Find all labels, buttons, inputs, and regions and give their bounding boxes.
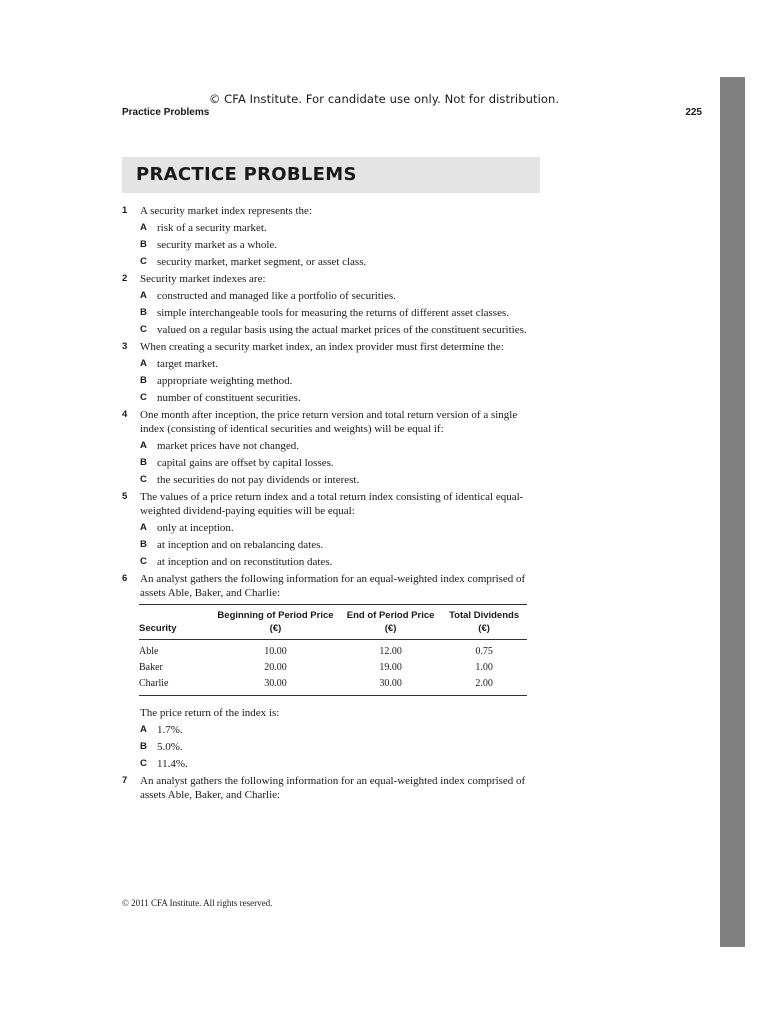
option-label: C: [140, 256, 147, 267]
option-text: constructed and managed like a portfolio of securities.: [157, 290, 396, 302]
answer-option: [140, 306, 536, 320]
question-stem: An analyst gathers the following information for an equal-weighted index comprised of assets Able, Baker, and Charlie:: [140, 573, 526, 599]
option-text: 5.0%.: [157, 741, 183, 753]
table-cell: Able: [139, 646, 159, 657]
answer-option: [140, 323, 536, 337]
option-label: C: [140, 392, 147, 403]
option-label: A: [140, 222, 147, 233]
side-tab-bar: [720, 77, 745, 947]
table-header-cell: End of Period Price (€): [340, 605, 441, 640]
question-stem: One month after inception, the price return version and total return version of a single index (consisting of identical securities and weights) will be equal if:: [140, 409, 518, 435]
answer-option: [140, 374, 536, 388]
table-header-cell: Total Dividends (€): [441, 605, 527, 640]
problem-item: [122, 572, 536, 771]
answer-option: [140, 555, 536, 569]
question-stem: The values of a price return index and a total return index consisting of identical equal-weighted dividend-paying equities will be equal:: [140, 491, 524, 517]
option-label: A: [140, 724, 147, 735]
answer-option: [140, 521, 536, 535]
question-number: 3: [122, 341, 128, 352]
table-cell: 1.00: [475, 662, 493, 673]
question-stem: A security market index represents the:: [140, 205, 312, 217]
option-label: B: [140, 239, 147, 250]
table-row: [139, 660, 527, 676]
answer-option: [140, 238, 536, 252]
option-text: 1.7%.: [157, 724, 183, 736]
table-header-cell: Security: [139, 605, 211, 640]
question-stem: When creating a security market index, an index provider must first determine the:: [140, 341, 504, 353]
option-text: at inception and on rebalancing dates.: [157, 539, 324, 551]
question-number: 2: [122, 273, 128, 284]
table-cell: 30.00: [211, 676, 340, 696]
option-label: C: [140, 324, 147, 335]
question-stem: Security market indexes are:: [140, 273, 266, 285]
answer-option: [140, 456, 536, 470]
answer-option: [140, 439, 536, 453]
problem-item: [122, 774, 536, 802]
problem-item: [122, 204, 536, 269]
answer-option: [140, 357, 536, 371]
option-text: market prices have not changed.: [157, 440, 300, 452]
option-label: B: [140, 457, 147, 468]
question-number: 6: [122, 573, 128, 584]
option-text: risk of a security market.: [157, 222, 267, 234]
answer-option: [140, 740, 536, 754]
table-header-row: [139, 605, 527, 640]
option-label: B: [140, 375, 147, 386]
question-number: 4: [122, 409, 128, 420]
question-number: 7: [122, 775, 128, 786]
option-label: C: [140, 556, 147, 567]
table-cell: 10.00: [264, 646, 287, 657]
option-label: C: [140, 758, 147, 769]
option-label: A: [140, 358, 147, 369]
running-head-title: Practice Problems: [122, 107, 210, 118]
option-label: A: [140, 522, 147, 533]
option-label: B: [140, 741, 147, 752]
data-table: [139, 604, 527, 696]
table-cell: 20.00: [264, 662, 287, 673]
question-followup: The price return of the index is:: [140, 707, 280, 719]
table-cell: 0.75: [475, 646, 493, 657]
answer-option: [140, 221, 536, 235]
option-text: target market.: [157, 358, 218, 370]
problem-item: [122, 490, 536, 569]
table-cell: Baker: [139, 662, 163, 673]
answer-option: [140, 723, 536, 737]
table-cell: 12.00: [379, 646, 402, 657]
table-row: [139, 640, 527, 661]
option-text: security market as a whole.: [157, 239, 278, 251]
problem-item: [122, 408, 536, 487]
option-text: valued on a regular basis using the actual market prices of the constituent securities.: [157, 324, 527, 336]
problem-list: [122, 204, 536, 805]
table-cell: 30.00: [340, 676, 441, 696]
option-text: simple interchangeable tools for measuring the returns of different asset classes.: [157, 307, 509, 319]
option-text: security market, market segment, or asset class.: [157, 256, 367, 268]
option-label: A: [140, 290, 147, 301]
option-text: only at inception.: [157, 522, 234, 534]
table-cell: 2.00: [441, 676, 527, 696]
option-text: the securities do not pay dividends or interest.: [157, 474, 360, 486]
question-number: 5: [122, 491, 128, 502]
table-header-cell: Beginning of Period Price (€): [211, 605, 340, 640]
option-text: at inception and on reconstitution dates.: [157, 556, 333, 568]
section-title: PRACTICE PROBLEMS: [136, 164, 357, 185]
table-row: [139, 676, 527, 696]
option-text: 11.4%.: [157, 758, 188, 770]
copyright-footer: © 2011 CFA Institute. All rights reserved.: [122, 898, 273, 908]
answer-option: [140, 538, 536, 552]
page-number: 225: [685, 107, 702, 118]
option-label: B: [140, 307, 147, 318]
section-title-box: [122, 157, 540, 193]
option-text: number of constituent securities.: [157, 392, 301, 404]
option-text: appropriate weighting method.: [157, 375, 293, 387]
distribution-watermark: © CFA Institute. For candidate use only. Not for distribution.: [208, 92, 560, 106]
problem-item: [122, 272, 536, 337]
option-label: B: [140, 539, 147, 550]
answer-option: [140, 473, 536, 487]
table-cell: 19.00: [379, 662, 402, 673]
question-number: 1: [122, 205, 128, 216]
option-text: capital gains are offset by capital losses.: [157, 457, 334, 469]
answer-option: [140, 391, 536, 405]
question-stem: An analyst gathers the following information for an equal-weighted index comprised of assets Able, Baker, and Charlie:: [140, 775, 526, 801]
running-head: [122, 107, 702, 123]
option-label: C: [140, 474, 147, 485]
problem-item: [122, 340, 536, 405]
option-label: A: [140, 440, 147, 451]
answer-option: [140, 757, 536, 771]
answer-option: [140, 255, 536, 269]
table-cell: Charlie: [139, 676, 211, 696]
answer-option: [140, 289, 536, 303]
